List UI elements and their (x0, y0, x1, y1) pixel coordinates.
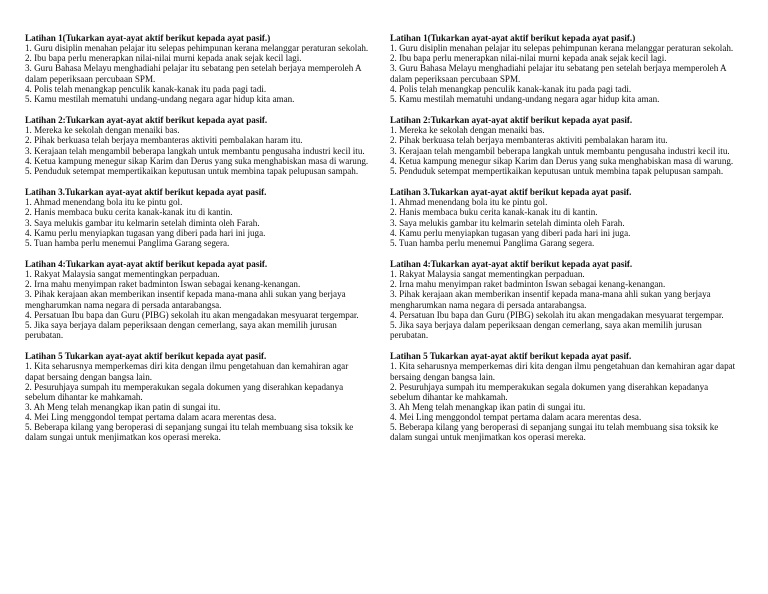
exercise-item: 5. Jika saya berjaya dalam peperiksaan dengan cemerlang, saya akan memilih jurusan perubatan. (390, 319, 702, 341)
exercise-item: 1. Rakyat Malaysia sangat mementingkan perpaduan. (390, 269, 585, 280)
exercise-item: 3. Pihak kerajaan akan memberikan insentif kepada mana-mana ahli sukan yang berjaya mengharumkan nama negara di persada antarabangsa. (390, 289, 711, 310)
exercise-item: 5. Penduduk setempat mempertikaikan keputusan untuk membina tapak pelupusan sampah. (25, 165, 359, 176)
exercise-list (390, 125, 736, 176)
exercise-section-5 (25, 351, 370, 442)
exercise-title: Latihan 1(Tukarkan ayat-ayat aktif berikut kepada ayat pasif.) (390, 33, 636, 43)
exercise-section-5 (390, 351, 736, 442)
exercise-item: 4. Ketua kampung menegur sikap Karim dan Derus yang suka menghabiskan masa di warung. (390, 155, 734, 166)
exercise-section-3 (390, 187, 736, 248)
exercise-item: 5. Beberapa kilang yang beroperasi di sepanjang sungai itu telah membuang sisa toksik ke dalam sungai untuk menjimatkan kos operasi mereka. (25, 422, 354, 443)
exercise-item: 4. Persatuan Ibu bapa dan Guru (PIBG) sekolah itu akan mengadakan mesyuarat tergempar. (25, 309, 359, 320)
exercise-item: 1. Guru disiplin menahan pelajar itu selepas pehimpunan kerana melanggar peraturan sekolah. (25, 43, 369, 54)
exercise-item: 2. Pesuruhjaya sumpah itu memperakukan segala dokumen yang diserahkan kepadanya sebelum dihantar ke mahkamah. (25, 381, 344, 402)
exercise-item: 4. Ketua kampung menegur sikap Karim dan Derus yang suka menghabiskan masa di warung. (25, 155, 369, 166)
exercise-item: 5. Kamu mestilah mematuhi undang-undang negara agar hidup kita aman. (25, 93, 295, 104)
exercise-item: 4. Kamu perlu menyiapkan tugasan yang diberi pada hari ini juga. (25, 227, 266, 238)
exercise-item: 3. Ah Meng telah menangkap ikan patin di sungai itu. (25, 402, 221, 412)
exercise-item: 2. Hanis membaca buku cerita kanak-kanak itu di kantin. (390, 207, 598, 218)
exercise-list (390, 361, 736, 442)
exercise-item: 3. Ah Meng telah menangkap ikan patin di sungai itu. (390, 402, 586, 412)
exercise-item: 2. Pihak berkuasa telah berjaya membanteras aktiviti pembalakan haram itu. (25, 135, 303, 146)
exercise-item: 5. Kamu mestilah mematuhi undang-undang negara agar hidup kita aman. (390, 93, 660, 104)
exercise-list (390, 197, 736, 248)
exercise-item: 5. Penduduk setempat mempertikaikan keputusan untuk membina tapak pelupusan sampah. (390, 165, 724, 176)
exercise-item: 3. Guru Bahasa Melayu menghadiahi pelajar itu sebatang pen setelah berjaya memperoleh A dalam peperiksaan percubaan SPM. (25, 63, 362, 84)
exercise-list (25, 197, 370, 248)
exercise-item: 5. Jika saya berjaya dalam peperiksaan dengan cemerlang, saya akan memilih jurusan perubatan. (25, 319, 337, 341)
exercise-title: Latihan 1(Tukarkan ayat-ayat aktif berikut kepada ayat pasif.) (25, 33, 271, 43)
exercise-item: 3. Kerajaan telah mengambil beberapa langkah untuk membantu pengusaha industri kecil itu. (25, 145, 365, 156)
exercise-item: 4. Polis telah menangkap penculik kanak-kanak itu pada pagi tadi. (25, 83, 267, 94)
exercise-title: Latihan 3.Tukarkan ayat-ayat aktif berikut kepada ayat pasif. (390, 187, 632, 198)
exercise-title: Latihan 2:Tukarkan ayat-ayat aktif berikut kepada ayat pasif. (390, 115, 633, 126)
exercise-item: 3. Saya melukis gambar itu kelmarin setelah diminta oleh Farah. (390, 217, 625, 228)
exercise-section-1 (390, 33, 736, 104)
exercise-item: 2. Ibu bapa perlu menerapkan nilai-nilai murni kepada anak sejak kecil lagi. (25, 53, 302, 64)
exercise-item: 3. Pihak kerajaan akan memberikan insentif kepada mana-mana ahli sukan yang berjaya mengharumkan nama negara di persada antarabangsa. (25, 289, 346, 310)
exercise-item: 1. Guru disiplin menahan pelajar itu selepas pehimpunan kerana melanggar peraturan sekolah. (390, 43, 734, 54)
exercise-item: 4. Kamu perlu menyiapkan tugasan yang diberi pada hari ini juga. (390, 227, 631, 238)
exercise-item: 2. Pihak berkuasa telah berjaya membanteras aktiviti pembalakan haram itu. (390, 135, 668, 146)
exercise-list (25, 269, 370, 340)
exercise-item: 1. Kita seharusnya memperkemas diri kita dengan ilmu pengetahuan dan kemahiran agar dapat bersaing dengan bangsa lain. (390, 361, 736, 382)
exercise-item: 4. Polis telah menangkap penculik kanak-kanak itu pada pagi tadi. (390, 83, 632, 94)
exercise-title: Latihan 4:Tukarkan ayat-ayat aktif berikut kepada ayat pasif. (390, 258, 633, 269)
exercise-item: 1. Kita seharusnya memperkemas diri kita dengan ilmu pengetahuan dan kemahiran agar dapat bersaing dengan bangsa lain. (25, 361, 349, 382)
exercise-item: 3. Guru Bahasa Melayu menghadiahi pelajar itu sebatang pen setelah berjaya memperoleh A dalam peperiksaan percubaan SPM. (390, 63, 727, 84)
exercise-list (390, 269, 736, 340)
exercise-item: 2. Ibu bapa perlu menerapkan nilai-nilai murni kepada anak sejak kecil lagi. (390, 53, 667, 64)
exercise-title: Latihan 5 Tukarkan ayat-ayat aktif berikut kepada ayat pasif. (390, 351, 632, 362)
exercise-list (25, 43, 370, 104)
exercise-item: 5. Tuan hamba perlu menemui Panglima Garang segera. (25, 237, 230, 248)
exercise-item: 1. Ahmad menendang bola itu ke pintu gol. (25, 197, 183, 208)
exercise-section-3 (25, 187, 370, 248)
exercise-item: 3. Kerajaan telah mengambil beberapa langkah untuk membantu pengusaha industri kecil itu. (390, 145, 730, 156)
exercise-item: 2. Irna mahu menyimpan raket badminton Iswan sebagai kenang-kenangan. (25, 279, 301, 290)
exercise-item: 5. Tuan hamba perlu menemui Panglima Garang segera. (390, 237, 595, 248)
right-column (390, 33, 736, 454)
exercise-item: 2. Hanis membaca buku cerita kanak-kanak itu di kantin. (25, 207, 233, 218)
exercise-title: Latihan 2:Tukarkan ayat-ayat aktif berikut kepada ayat pasif. (25, 115, 268, 126)
exercise-item: 2. Irna mahu menyimpan raket badminton Iswan sebagai kenang-kenangan. (390, 279, 666, 290)
exercise-item: 1. Rakyat Malaysia sangat mementingkan perpaduan. (25, 269, 220, 280)
exercise-item: 3. Saya melukis gambar itu kelmarin setelah diminta oleh Farah. (25, 217, 260, 228)
exercise-item: 4. Mei Ling menggondol tempat pertama dalam acara merentas desa. (25, 412, 277, 423)
exercise-title: Latihan 3.Tukarkan ayat-ayat aktif berikut kepada ayat pasif. (25, 187, 267, 198)
exercise-section-4 (25, 259, 370, 340)
exercise-item: 5. Beberapa kilang yang beroperasi di sepanjang sungai itu telah membuang sisa toksik ke dalam sungai untuk menjimatkan kos operasi mereka. (390, 422, 719, 443)
exercise-item: 1. Mereka ke sekolah dengan menaiki bas. (390, 125, 545, 136)
exercise-title: Latihan 4:Tukarkan ayat-ayat aktif berikut kepada ayat pasif. (25, 258, 268, 269)
left-column (25, 33, 370, 454)
exercise-item: 1. Mereka ke sekolah dengan menaiki bas. (25, 125, 180, 136)
exercise-title: Latihan 5 Tukarkan ayat-ayat aktif berikut kepada ayat pasif. (25, 351, 267, 362)
exercise-list (25, 361, 370, 442)
exercise-item: 1. Ahmad menendang bola itu ke pintu gol. (390, 197, 548, 208)
exercise-section-1 (25, 33, 370, 104)
exercise-list (25, 125, 370, 176)
exercise-item: 4. Persatuan Ibu bapa dan Guru (PIBG) sekolah itu akan mengadakan mesyuarat tergempar. (390, 309, 724, 320)
exercise-list (390, 43, 736, 104)
exercise-section-4 (390, 259, 736, 340)
exercise-section-2 (25, 115, 370, 176)
exercise-item: 4. Mei Ling menggondol tempat pertama dalam acara merentas desa. (390, 412, 642, 423)
exercise-section-2 (390, 115, 736, 176)
exercise-item: 2. Pesuruhjaya sumpah itu memperakukan segala dokumen yang diserahkan kepadanya sebelum dihantar ke mahkamah. (390, 381, 709, 402)
